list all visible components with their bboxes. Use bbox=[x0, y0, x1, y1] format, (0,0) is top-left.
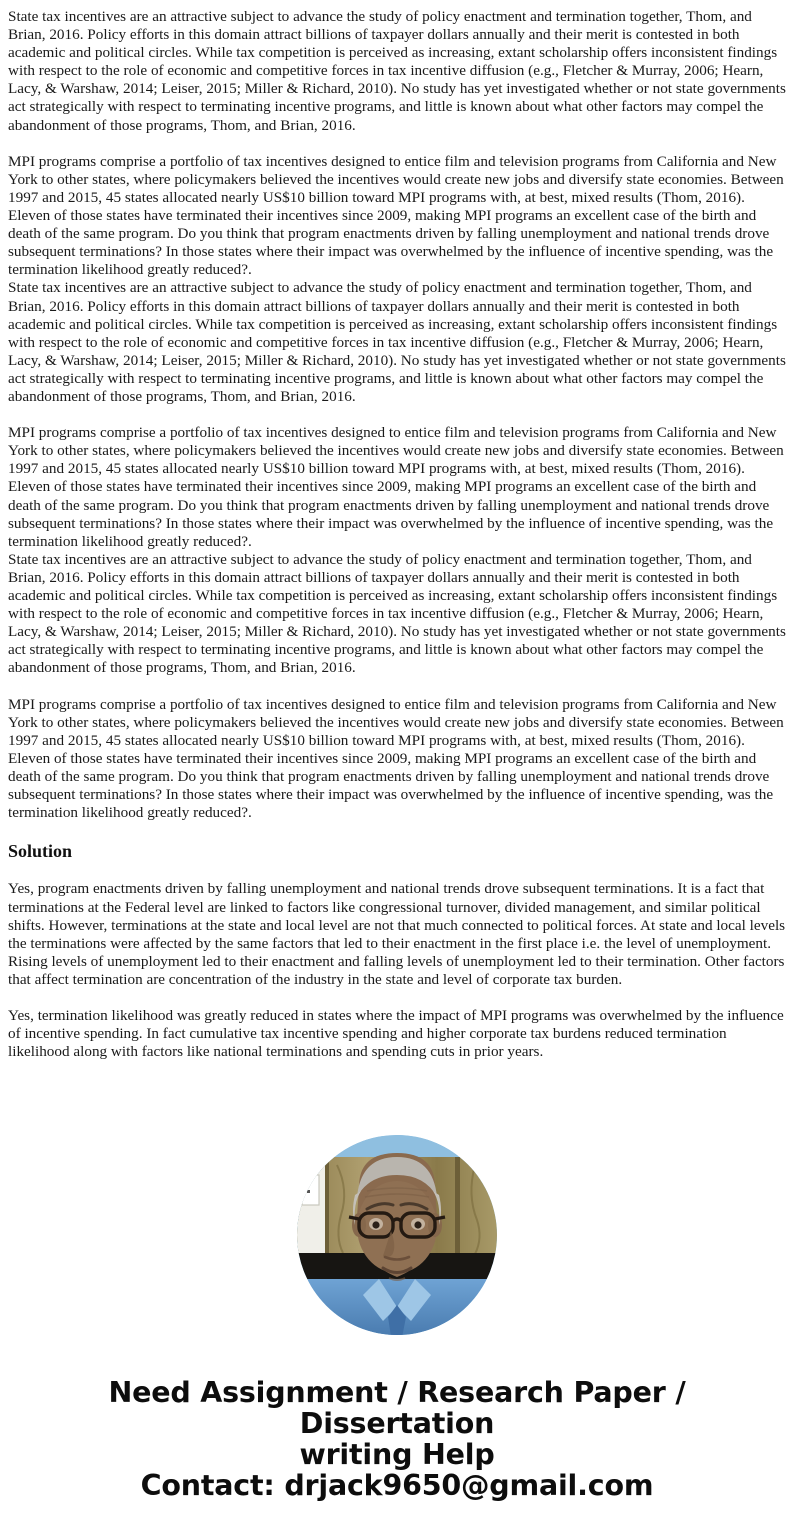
section-spacer bbox=[8, 822, 786, 840]
footer-headline-line-1: Need Assignment / Research Paper / Dissertation bbox=[108, 1376, 686, 1441]
solution-paragraph: Yes, program enactments driven by falling unemployment and national trends drove subsequent terminations. It is a fact that terminations at the Federal level are linked to factors like congressional turnover, divided management, and similar political shifts. However, terminations at the state and local level are not that much connected to political forces. At state and local levels the terminations were affected by the same factors that led to their enactment in the first place i.e. the level of unemployment. Rising levels of unemployment led to their enactment and falling levels of unemployment led to their termination. Other factors that affect termination are concentration of the industry in the state and level of corporate tax burden. bbox=[8, 880, 786, 988]
paragraph: State tax incentives are an attractive subject to advance the study of policy enactment and termination together, Thom, and Brian, 2016. Policy efforts in this domain attract billions of taxpayer dollars annually and their merit is contested in both academic and political circles. While tax competition is perceived as increasing, extant scholarship offers inconsistent findings with respect to the role of economic and competitive forces in tax incentive diffusion (e.g., Fletcher & Murray, 2006; Hearn, Lacy, & Warshaw, 2014; Leiser, 2015; Miller & Richard, 2010). No study has yet investigated whether or not state governments act strategically with respect to terminating incentive programs, and little is known about what other factors may compel the abandonment of those programs, Thom, and Brian, 2016. bbox=[8, 279, 786, 405]
paragraph-spacer bbox=[8, 862, 786, 880]
solution-paragraph: Yes, termination likelihood was greatly reduced in states where the impact of MPI programs was overwhelmed by the influence of incentive spending. In fact cumulative tax incentive spending and higher corporate tax burdens reduced termination likelihood along with factors like national terminations and spending cuts in prior years. bbox=[8, 1007, 784, 1061]
solution-heading: Solution bbox=[8, 841, 73, 862]
footer-top-spacer bbox=[8, 1335, 786, 1377]
body-text-section bbox=[8, 8, 786, 822]
paragraph-spacer bbox=[8, 989, 786, 1007]
footer bbox=[8, 1377, 786, 1502]
profile-photo-icon bbox=[297, 1135, 497, 1335]
paragraph-spacer bbox=[8, 135, 786, 153]
paragraph: MPI programs comprise a portfolio of tax incentives designed to entice film and television programs from California and New York to other states, where policymakers believed the incentives would create new jobs and diversify state economies. Between 1997 and 2015, 45 states allocated nearly US$10 billion toward MPI programs with, at best, mixed results (Thom, 2016). Eleven of those states have terminated their incentives since 2009, making MPI programs an excellent case of the birth and death of the same program. Do you think that program enactments driven by falling unemployment and national trends drove subsequent terminations? In those states where their impact was overwhelmed by the influence of incentive spending, was the termination likelihood greatly reduced?. bbox=[8, 424, 784, 550]
paragraph: State tax incentives are an attractive subject to advance the study of policy enactment and termination together, Thom, and Brian, 2016. Policy efforts in this domain attract billions of taxpayer dollars annually and their merit is contested in both academic and political circles. While tax competition is perceived as increasing, extant scholarship offers inconsistent findings with respect to the role of economic and competitive forces in tax incentive diffusion (e.g., Fletcher & Murray, 2006; Hearn, Lacy, & Warshaw, 2014; Leiser, 2015; Miller & Richard, 2010). No study has yet investigated whether or not state governments act strategically with respect to terminating incentive programs, and little is known about what other factors may compel the abandonment of those programs, Thom, and Brian, 2016. bbox=[8, 550, 786, 677]
footer-headline-line-2: writing Help bbox=[299, 1438, 495, 1472]
paragraph-spacer bbox=[8, 406, 786, 424]
footer-contact-line: Contact: drjack9650@gmail.com bbox=[140, 1469, 654, 1503]
avatar-top-spacer bbox=[8, 1061, 786, 1135]
avatar-container bbox=[8, 1135, 786, 1335]
paragraph: MPI programs comprise a portfolio of tax incentives designed to entice film and television programs from California and New York to other states, where policymakers believed the incentives would create new jobs and diversify state economies. Between 1997 and 2015, 45 states allocated nearly US$10 billion toward MPI programs with, at best, mixed results (Thom, 2016). Eleven of those states have terminated their incentives since 2009, making MPI programs an excellent case of the birth and death of the same program. Do you think that program enactments driven by falling unemployment and national trends drove subsequent terminations? In those states where their impact was overwhelmed by the influence of incentive spending, was the termination likelihood greatly reduced?. bbox=[8, 152, 784, 279]
avatar bbox=[297, 1135, 497, 1335]
paragraph: MPI programs comprise a portfolio of tax incentives designed to entice film and television programs from California and New York to other states, where policymakers believed the incentives would create new jobs and diversify state economies. Between 1997 and 2015, 45 states allocated nearly US$10 billion toward MPI programs with, at best, mixed results (Thom, 2016). Eleven of those states have terminated their incentives since 2009, making MPI programs an excellent case of the birth and death of the same program. Do you think that program enactments driven by falling unemployment and national trends drove subsequent terminations? In those states where their impact was overwhelmed by the influence of incentive spending, was the termination likelihood greatly reduced?. bbox=[8, 695, 784, 822]
paragraph: State tax incentives are an attractive subject to advance the study of policy enactment and termination together, Thom, and Brian, 2016. Policy efforts in this domain attract billions of taxpayer dollars annually and their merit is contested in both academic and political circles. While tax competition is perceived as increasing, extant scholarship offers inconsistent findings with respect to the role of economic and competitive forces in tax incentive diffusion (e.g., Fletcher & Murray, 2006; Hearn, Lacy, & Warshaw, 2014; Leiser, 2015; Miller & Richard, 2010). No study has yet investigated whether or not state governments act strategically with respect to terminating incentive programs, and little is known about what other factors may compel the abandonment of those programs, Thom, and Brian, 2016. bbox=[8, 8, 786, 134]
paragraph-spacer bbox=[8, 677, 786, 695]
